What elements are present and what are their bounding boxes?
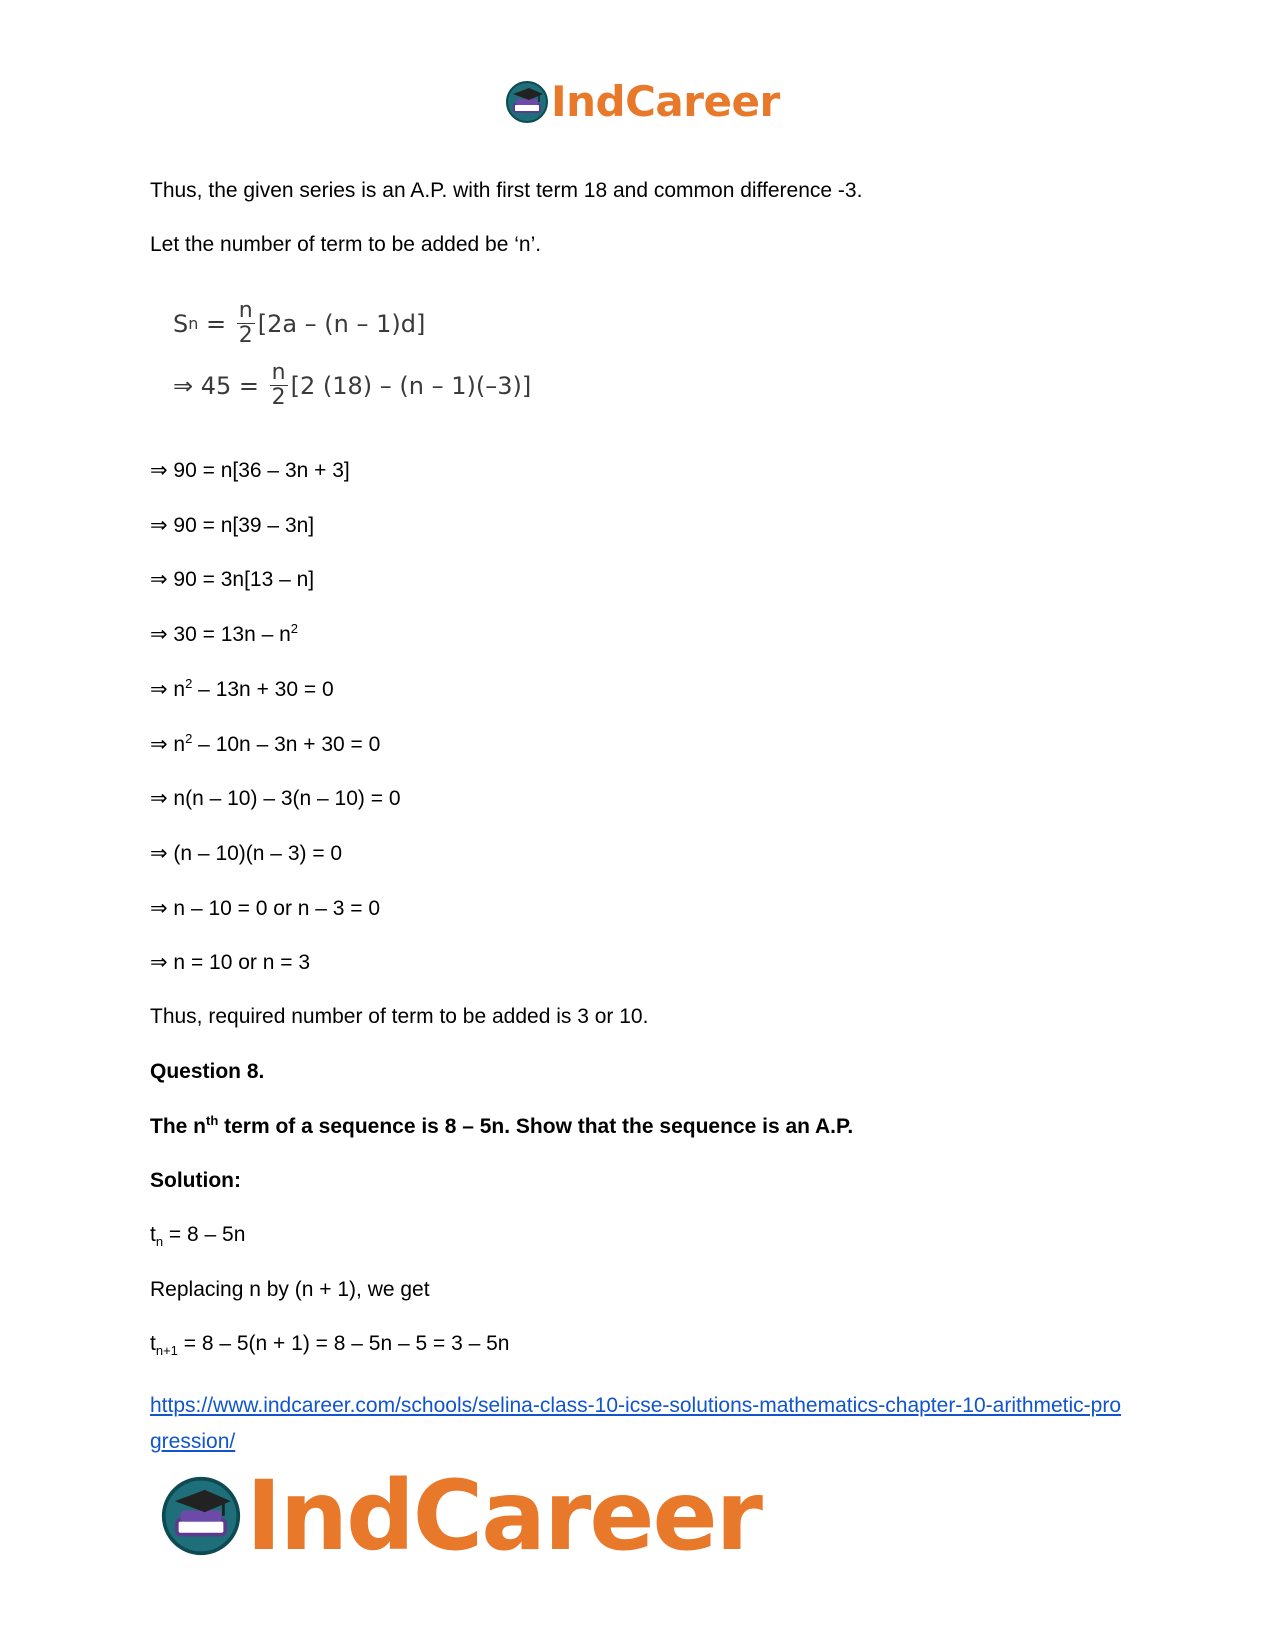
step-line: ⇒ 90 = n[36 – 3n + 3] [150,459,350,482]
formula-sum: S n = $\frac{n}{2}$ [2a – (n – 1)d] [173,298,426,348]
text-line: Thus, the given series is an A.P. with first term 18 and common difference -3. [150,179,863,202]
conclusion-text: Thus, required number of term to be added is 3 or 10. [150,1005,649,1028]
step-line: ⇒ n – 10 = 0 or n – 3 = 0 [150,897,381,920]
logo-wordmark: IndCareer [551,77,780,126]
step-line: ⇒ $n^2 - 10n - 3n + 30 = 0$ [150,731,381,756]
step-line: Replacing n by (n + 1), we get [150,1278,430,1301]
step-line: ⇒ 90 = 3n[13 – n] [150,568,315,591]
fraction: $\frac{n}{2}$ [271,360,286,410]
step-line: $t_n = 8 - 5n$ [150,1223,246,1250]
graduation-book-icon [505,80,549,124]
step-line: ⇒ (n – 10)(n – 3) = 0 [150,842,343,865]
source-link[interactable]: https://www.indcareer.com/schools/selina-class-10-icse-solutions-mathematics-chapter-10-arithmetic-progression/ [150,1394,1122,1453]
step-line: ⇒ $n^2 - 13n + 30 = 0$ [150,676,334,701]
step-line: ⇒ 90 = n[39 – 3n] [150,514,315,537]
graduation-book-icon [160,1475,242,1557]
solution-heading: Solution: [150,1169,241,1192]
step-line: ⇒ n(n – 10) – 3(n – 10) = 0 [150,787,401,810]
logo-wordmark: IndCareer [246,1460,761,1572]
question-text: The $n^{th}$ term of a sequence is 8 – 5n. Show that the sequence is an A.P. [150,1113,854,1138]
step-line: $t_{n+1} = 8 - 5(n + 1) = 8 - 5n - 5 = 3 - 5n$ [150,1332,510,1359]
footer-logo [160,1460,761,1572]
step-line: ⇒ n = 10 or n = 3 [150,951,311,974]
step-line: ⇒ $30 = 13n - n^2$ [150,621,299,646]
formula-substitution: ⇒ 45 = $\frac{n}{2}$ [2 (18) – (n – 1)(–3)] [173,360,532,410]
question-heading: Question 8. [150,1060,265,1083]
fraction: $\frac{n}{2}$ [238,298,253,348]
text-line: Let the number of term to be added be ‘n’. [150,233,542,256]
header-logo [505,77,780,126]
